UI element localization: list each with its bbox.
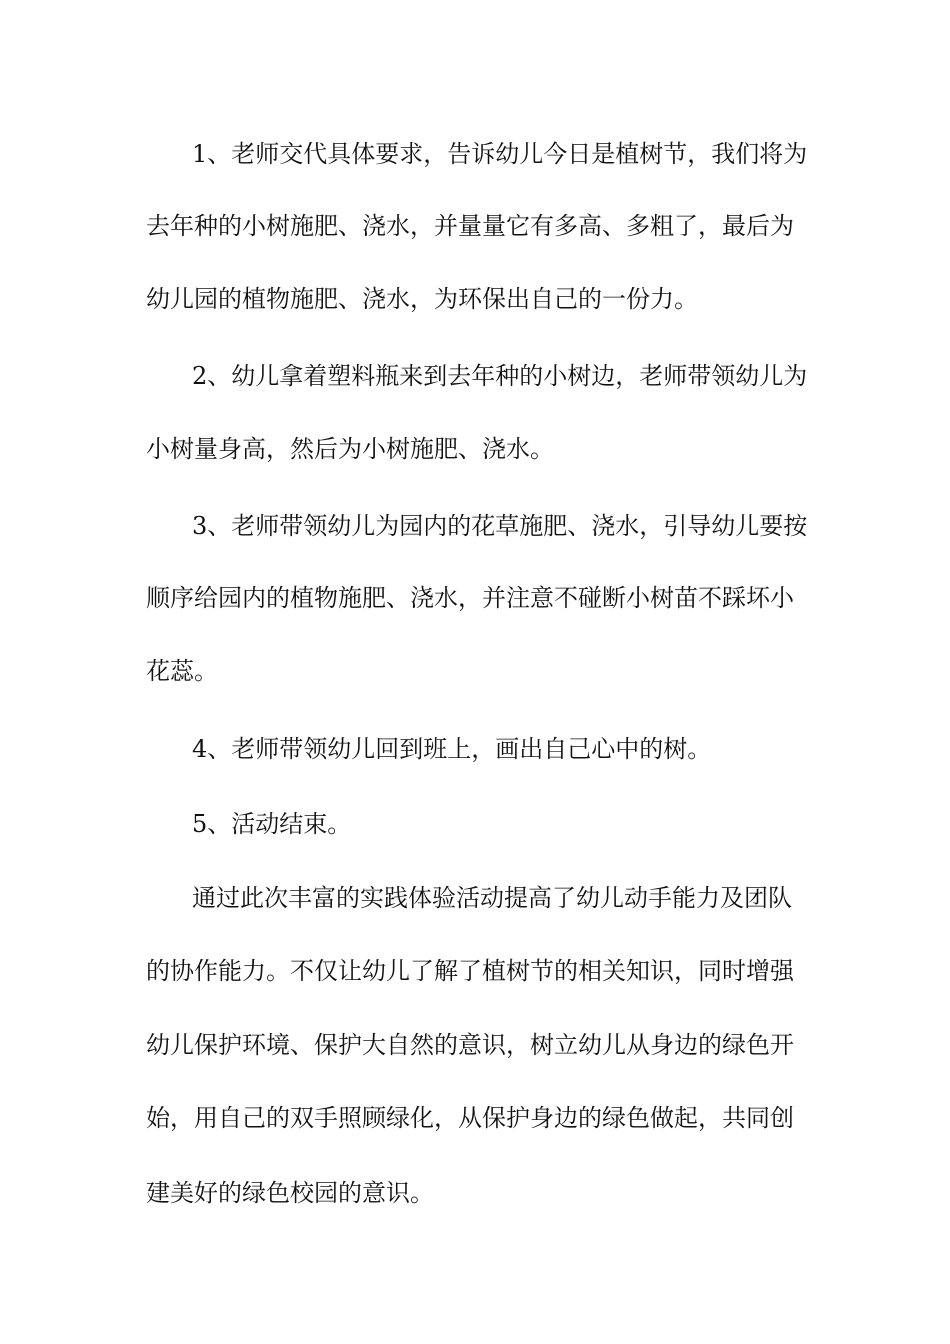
paragraph-2-line-2: 小树量身高，然后为小树施肥、浇水。: [146, 435, 554, 463]
paragraph-6-line-3: 幼儿保护环境、保护大自然的意识，树立幼儿从身边的绿色开: [146, 1031, 794, 1059]
paragraph-4-line-1: 4、老师带领幼儿回到班上，画出自己心中的树。: [192, 735, 712, 763]
paragraph-6-line-5: 建美好的绿色校园的意识。: [146, 1179, 434, 1207]
paragraph-6-line-2: 的协作能力。不仅让幼儿了解了植树节的相关知识，同时增强: [146, 957, 794, 985]
paragraph-2-line-1: 2、幼儿拿着塑料瓶来到去年种的小树边，老师带领幼儿为: [192, 362, 808, 390]
paragraph-1-line-1: 1、老师交代具体要求，告诉幼儿今日是植树节，我们将为: [192, 140, 808, 168]
paragraph-3-line-2: 顺序给园内的植物施肥、浇水，并注意不碰断小树苗不踩坏小: [146, 584, 794, 612]
paragraph-6-line-1: 通过此次丰富的实践体验活动提高了幼儿动手能力及团队: [192, 884, 792, 912]
paragraph-6-line-4: 始，用自己的双手照顾绿化，从保护身边的绿色做起，共同创: [146, 1104, 794, 1132]
paragraph-3-line-3: 花蕊。: [146, 657, 218, 685]
paragraph-5-line-1: 5、活动结束。: [192, 810, 352, 838]
paragraph-3-line-1: 3、老师带领幼儿为园内的花草施肥、浇水，引导幼儿要按: [192, 512, 808, 540]
paragraph-1-line-2: 去年种的小树施肥、浇水，并量量它有多高、多粗了，最后为: [146, 212, 794, 240]
paragraph-1-line-3: 幼儿园的植物施肥、浇水，为环保出自己的一份力。: [146, 285, 698, 313]
